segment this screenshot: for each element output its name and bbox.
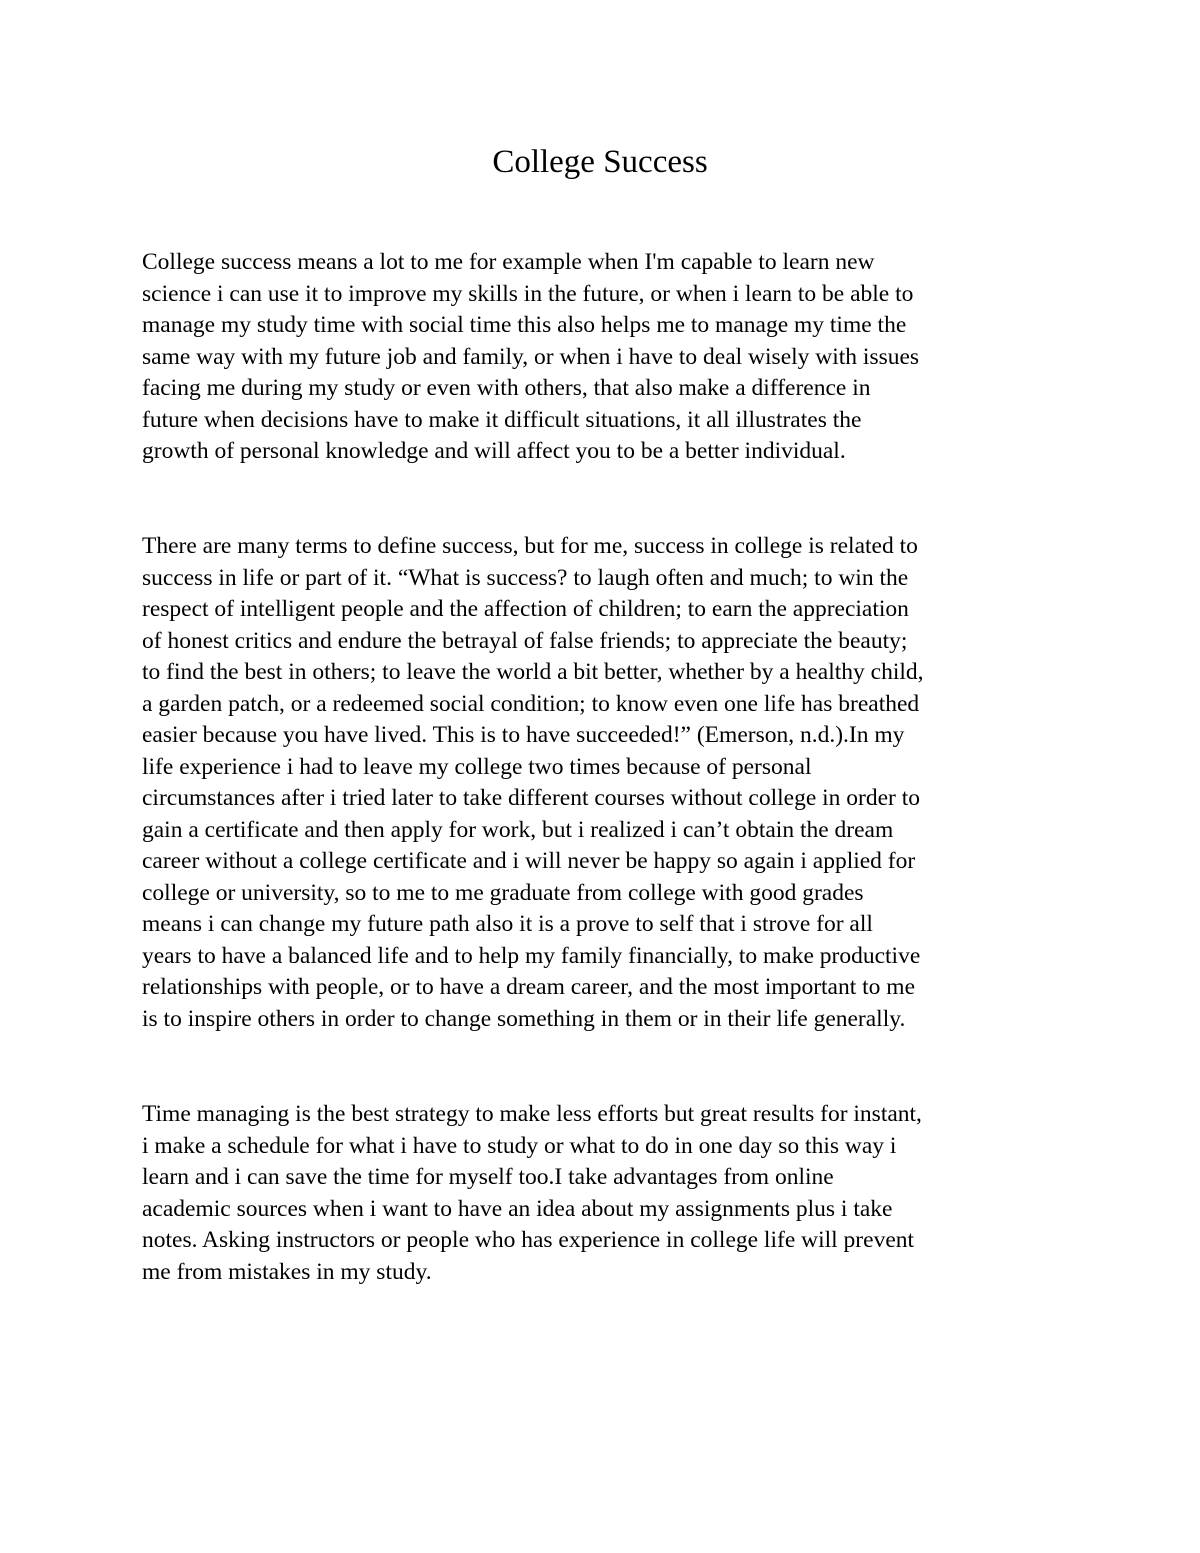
paragraph-line: success in life or part of it. “What is success? to laugh often and much; to win the	[142, 564, 909, 591]
paragraph-line: relationships with people, or to have a dream career, and the most important to me	[142, 974, 916, 1000]
paragraph-line: respect of intelligent people and the affection of children; to earn the appreciation	[142, 596, 909, 622]
paragraph-2	[142, 531, 1082, 1035]
paragraph-line: of honest critics and endure the betrayal of false friends; to appreciate the beauty;	[142, 627, 908, 654]
paragraph-line: a garden patch, or a redeemed social condition; to know even one life has breathed	[142, 690, 920, 717]
paragraph-line: career without a college certificate and i will never be happy so again i applied for	[142, 848, 916, 874]
paragraph-line: easier because you have lived. This is to have succeeded!” (Emerson, n.d.).In my	[142, 722, 905, 748]
paragraph-line: means i can change my future path also it is a prove to self that i strove for all	[142, 911, 873, 937]
paragraph-line: life experience i had to leave my college two times because of personal	[142, 753, 812, 780]
paragraph-line: same way with my future job and family, or when i have to deal wisely with issues	[142, 343, 920, 370]
paragraph-line: notes. Asking instructors or people who has experience in college life will prevent	[142, 1227, 915, 1253]
paragraph-line: science i can use it to improve my skills in the future, or when i learn to be able to	[142, 280, 914, 307]
document-title: College Success	[492, 144, 708, 180]
paragraph-line: me from mistakes in my study.	[142, 1258, 432, 1285]
paragraph-line: College success means a lot to me for example when I'm capable to learn new	[142, 249, 875, 275]
paragraph-line: growth of personal knowledge and will affect you to be a better individual.	[142, 438, 846, 464]
paragraph-line: years to have a balanced life and to help my family financially, to make productive	[142, 942, 921, 969]
paragraph-line: future when decisions have to make it difficult situations, it all illustrates the	[142, 406, 862, 433]
paragraph-line: gain a certificate and then apply for work, but i realized i can’t obtain the dream	[142, 816, 894, 843]
paragraph-line: circumstances after i tried later to take different courses without college in order to	[142, 785, 921, 811]
paragraph-1	[142, 247, 1082, 468]
paragraph-line: to find the best in others; to leave the world a bit better, whether by a healthy child,	[142, 659, 924, 685]
paragraph-line: academic sources when i want to have an idea about my assignments plus i take	[142, 1195, 893, 1222]
paragraph-line: i make a schedule for what i have to study or what to do in one day so this way i	[142, 1132, 897, 1159]
paragraph-line: is to inspire others in order to change something in them or in their life generally.	[142, 1005, 906, 1032]
paragraph-line: There are many terms to define success, but for me, success in college is related to	[142, 533, 918, 559]
paragraph-line: manage my study time with social time this also helps me to manage my time the	[142, 312, 907, 338]
paragraph-line: facing me during my study or even with others, that also make a difference in	[142, 375, 871, 401]
paragraph-line: Time managing is the best strategy to make less efforts but great results for instant,	[142, 1101, 922, 1127]
paragraph-line: learn and i can save the time for myself too.I take advantages from online	[142, 1164, 834, 1190]
paragraph-3	[142, 1099, 1082, 1288]
paragraph-line: college or university, so to me to me graduate from college with good grades	[142, 879, 864, 906]
